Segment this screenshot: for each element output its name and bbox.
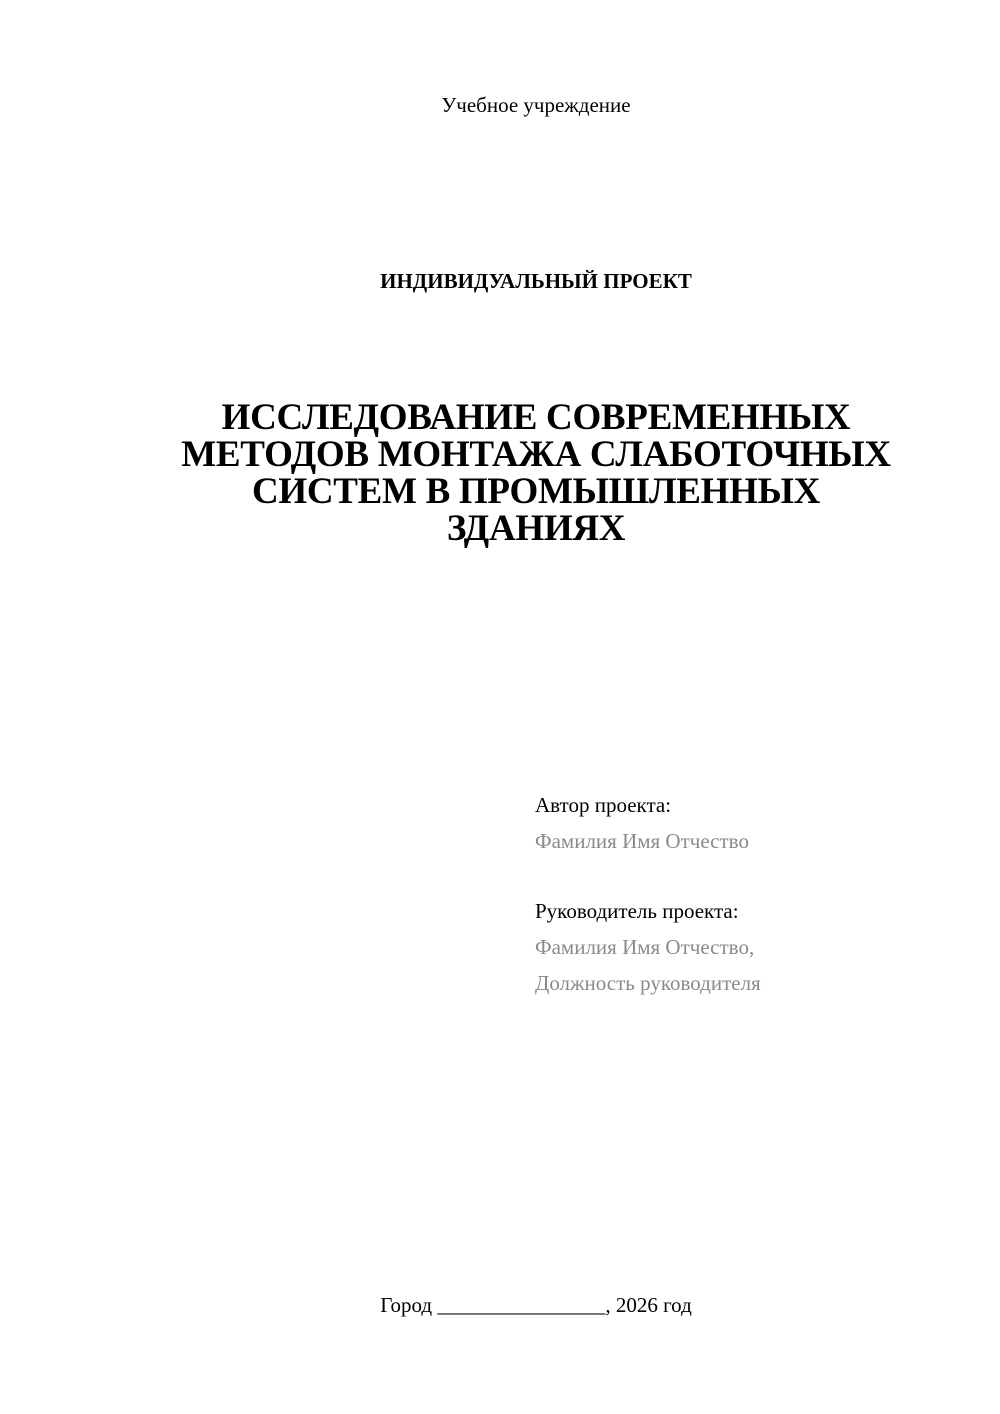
author-label: Автор проекта: (535, 793, 672, 817)
supervisor-position-placeholder: Должность руководителя (535, 971, 761, 995)
institution-name: Учебное учреждение (441, 93, 631, 117)
project-title-line: ЗДАНИЯХ (446, 508, 626, 549)
supervisor-block (535, 893, 761, 1001)
project-title-line: ИССЛЕДОВАНИЕ СОВРЕМЕННЫХ (221, 397, 851, 438)
supervisor-label: Руководитель проекта: (535, 899, 739, 923)
city-year-line: Город ________________, 2026 год (380, 1293, 692, 1317)
author-name-placeholder: Фамилия Имя Отчество (535, 829, 749, 853)
supervisor-name-placeholder: Фамилия Имя Отчество, (535, 935, 755, 959)
author-block (535, 787, 749, 859)
project-type-heading: ИНДИВИДУАЛЬНЫЙ ПРОЕКТ (380, 269, 692, 293)
project-title (130, 399, 942, 547)
project-title-line: МЕТОДОВ МОНТАЖА СЛАБОТОЧНЫХ (181, 434, 891, 475)
project-title-line: СИСТЕМ В ПРОМЫШЛЕННЫХ (251, 471, 821, 512)
